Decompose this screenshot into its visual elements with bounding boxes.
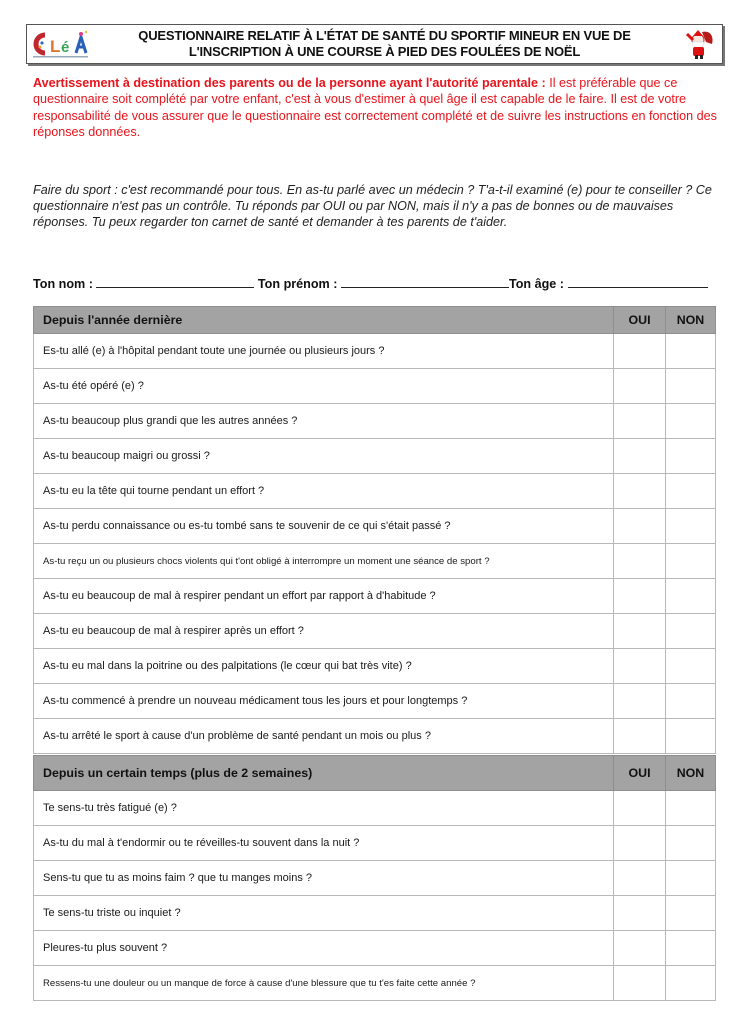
question-text: As-tu été opéré (e) ?: [34, 369, 614, 404]
table-row: [34, 684, 716, 719]
age-field[interactable]: [568, 276, 708, 288]
age-label: Ton âge :: [508, 277, 564, 291]
oui-checkbox[interactable]: [614, 861, 666, 896]
oui-checkbox[interactable]: [614, 369, 666, 404]
question-text: Sens-tu que tu as moins faim ? que tu manges moins ?: [34, 861, 614, 896]
table-row: [34, 474, 716, 509]
oui-checkbox[interactable]: [614, 544, 666, 579]
title-box: [26, 24, 723, 64]
oui-checkbox[interactable]: [614, 791, 666, 826]
question-text: As-tu beaucoup maigri ou grossi ?: [34, 439, 614, 474]
svg-text:é: é: [61, 39, 70, 56]
question-text: As-tu commencé à prendre un nouveau médicament tous les jours et pour longtemps ?: [34, 684, 614, 719]
question-text: As-tu eu beaucoup de mal à respirer pendant un effort par rapport à d'habitude ?: [34, 579, 614, 614]
question-text: Pleures-tu plus souvent ?: [34, 931, 614, 966]
non-checkbox[interactable]: [666, 439, 716, 474]
document-title: [97, 28, 672, 60]
prenom-label: Ton prénom :: [257, 277, 338, 291]
table-row: [34, 369, 716, 404]
table-row: [34, 544, 716, 579]
non-checkbox[interactable]: [666, 966, 716, 1001]
non-checkbox[interactable]: [666, 896, 716, 931]
intro-paragraph: Faire du sport : c'est recommandé pour tous. En as-tu parlé avec un médecin ? T'a-t-il examiné (e) pour te conseiller ? Ce questionnaire n'est pas un contrôle. Tu réponds par OUI ou par NON, mais il n'y a pas de bonnes ou de mauvaises réponses. Tu peux regarder ton carnet de santé et demander à tes parents de t'aider.: [33, 183, 712, 230]
table-row: [34, 861, 716, 896]
non-checkbox[interactable]: [666, 474, 716, 509]
question-text: Es-tu allé (e) à l'hôpital pendant toute une journée ou plusieurs jours ?: [34, 334, 614, 369]
prenom-field[interactable]: [341, 276, 509, 288]
non-checkbox[interactable]: [666, 719, 716, 754]
oui-checkbox[interactable]: [614, 931, 666, 966]
oui-checkbox[interactable]: [614, 509, 666, 544]
warning-text: Il est préférable que ce questionnaire soit complété par votre enfant, c'est à vous d'estimer à quel âge il est capable de le faire. Il est de votre responsabilité de vous assurer que le questionnaire est correctement complété et de suivre les instructions en fonction des réponses données.: [33, 76, 717, 140]
questions-table-last-year: [33, 306, 716, 754]
questions-table-recent: [33, 755, 716, 1001]
oui-checkbox[interactable]: [614, 719, 666, 754]
oui-checkbox[interactable]: [614, 614, 666, 649]
section-header: [34, 756, 716, 791]
table-row: [34, 439, 716, 474]
section-title: Depuis un certain temps (plus de 2 semaines): [34, 756, 614, 791]
table-row: [34, 614, 716, 649]
title-line-1: QUESTIONNAIRE RELATIF À L'ÉTAT DE SANTÉ DU SPORTIF MINEUR EN VUE DE: [138, 28, 631, 43]
table-row: [34, 509, 716, 544]
oui-checkbox[interactable]: [614, 404, 666, 439]
oui-checkbox[interactable]: [614, 334, 666, 369]
oui-header: OUI: [614, 756, 666, 791]
oui-checkbox[interactable]: [614, 474, 666, 509]
clea-logo-icon: [31, 29, 93, 59]
question-text: As-tu du mal à t'endormir ou te réveilles-tu souvent dans la nuit ?: [34, 826, 614, 861]
non-checkbox[interactable]: [666, 404, 716, 439]
oui-checkbox[interactable]: [614, 684, 666, 719]
question-text: As-tu arrêté le sport à cause d'un problème de santé pendant un mois ou plus ?: [34, 719, 614, 754]
table-row: [34, 334, 716, 369]
warning-heading: Avertissement à destination des parents ou de la personne ayant l'autorité parentale :: [33, 76, 546, 90]
table-row: [34, 896, 716, 931]
non-checkbox[interactable]: [666, 579, 716, 614]
oui-checkbox[interactable]: [614, 826, 666, 861]
non-checkbox[interactable]: [666, 614, 716, 649]
question-text: As-tu beaucoup plus grandi que les autres années ?: [34, 404, 614, 439]
title-line-2: L'INSCRIPTION À UNE COURSE À PIED DES FOULÉES DE NOËL: [188, 44, 581, 59]
oui-checkbox[interactable]: [614, 966, 666, 1001]
question-text: Te sens-tu triste ou inquiet ?: [34, 896, 614, 931]
table-row: [34, 719, 716, 754]
question-text: As-tu eu beaucoup de mal à respirer après un effort ?: [34, 614, 614, 649]
question-text: As-tu perdu connaissance ou es-tu tombé sans te souvenir de ce qui s'était passé ?: [34, 509, 614, 544]
non-checkbox[interactable]: [666, 544, 716, 579]
non-header: NON: [666, 307, 716, 334]
question-text: As-tu eu mal dans la poitrine ou des palpitations (le cœur qui bat très vite) ?: [34, 649, 614, 684]
svg-text:L: L: [50, 37, 61, 56]
table-row: [34, 579, 716, 614]
non-checkbox[interactable]: [666, 791, 716, 826]
non-checkbox[interactable]: [666, 684, 716, 719]
section-title: Depuis l'année dernière: [34, 307, 614, 334]
nom-label: Ton nom :: [33, 277, 93, 291]
table-row: [34, 649, 716, 684]
non-checkbox[interactable]: [666, 931, 716, 966]
oui-checkbox[interactable]: [614, 896, 666, 931]
nom-field[interactable]: [96, 276, 254, 288]
question-text: As-tu eu la tête qui tourne pendant un effort ?: [34, 474, 614, 509]
non-header: NON: [666, 756, 716, 791]
question-text: As-tu reçu un ou plusieurs chocs violents qui t'ont obligé à interrompre un moment une séance de sport ?: [34, 544, 614, 579]
oui-checkbox[interactable]: [614, 439, 666, 474]
non-checkbox[interactable]: [666, 826, 716, 861]
question-text: Ressens-tu une douleur ou un manque de force à cause d'une blessure que tu t'es faite cette année ?: [34, 966, 614, 1001]
table-row: [34, 791, 716, 826]
non-checkbox[interactable]: [666, 649, 716, 684]
santa-claus-icon: [684, 28, 716, 60]
oui-checkbox[interactable]: [614, 649, 666, 684]
section-header: [34, 307, 716, 334]
non-checkbox[interactable]: [666, 369, 716, 404]
parental-warning: [33, 75, 718, 141]
question-text: Te sens-tu très fatigué (e) ?: [34, 791, 614, 826]
table-row: [34, 826, 716, 861]
oui-header: OUI: [614, 307, 666, 334]
identity-fields: [33, 276, 723, 291]
non-checkbox[interactable]: [666, 509, 716, 544]
oui-checkbox[interactable]: [614, 579, 666, 614]
table-row: [34, 931, 716, 966]
non-checkbox[interactable]: [666, 334, 716, 369]
table-row: [34, 966, 716, 1001]
table-row: [34, 404, 716, 439]
non-checkbox[interactable]: [666, 861, 716, 896]
